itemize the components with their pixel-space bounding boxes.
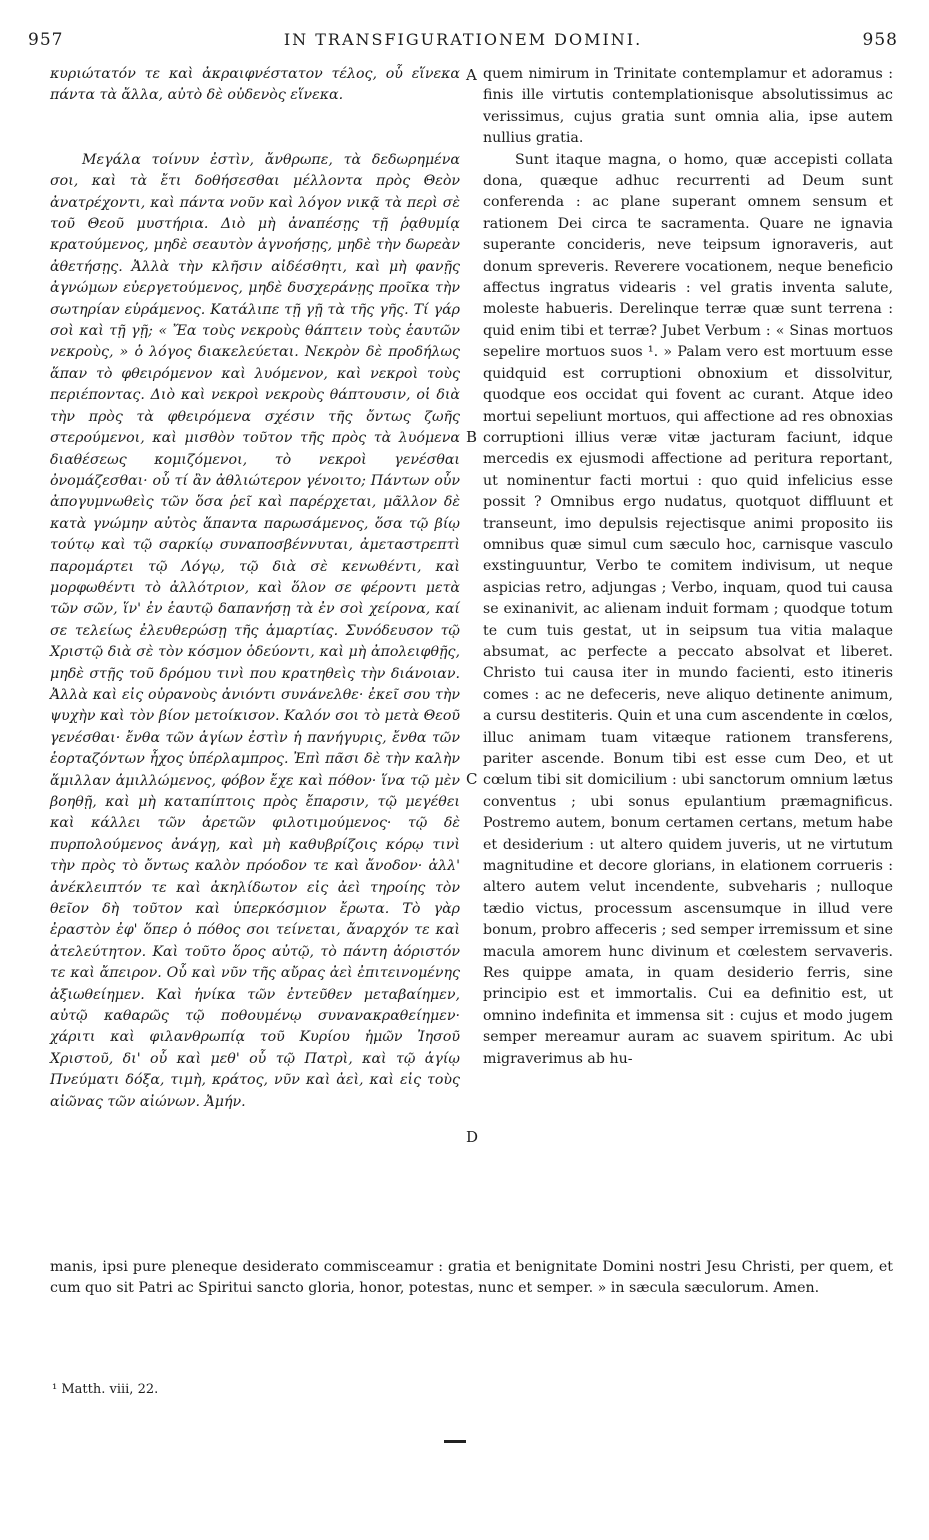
closing-text [50, 1257, 893, 1300]
page-number-left: 957 [28, 30, 64, 50]
section-marker-b: B [466, 428, 478, 446]
latin-paragraph-1: quem nimirum in Trinitate contemplamur et adoramus : finis ille virtutis contemplationisque absolutissimus ac verissimus, cujus gratia sunt omnia alia, ipse autem nullius gratia. [483, 66, 893, 147]
section-marker-d: D [466, 1128, 479, 1146]
closing-paragraph: manis, ipsi pure pleneque desiderato commisceamur : gratia et benignitate Domini nostri Jesu Christi, per quem, et cum quo sit Patri ac Spiritui sancto gloria, honor, potestas, nunc et semper. » in sæcula sæculorum. Amen. [50, 1259, 893, 1297]
greek-column [50, 64, 460, 1113]
latin-paragraph-2: Sunt itaque magna, o homo, quæ accepisti collata dona, quæque adhuc recurrenti ad Deum sunt conferenda : ac plane superant omnem sensum et rationem Dei circa te sacramenta. Quare ne ignavia superante concideris, neve teipsum ignoraveris, aut donum spreveris. Reverere vocationem, neque beneficio affectus ingratus videaris : vel gratis inventa salute, moleste habueris. Derelinque terræ quæ sunt terrena : quid enim tibi et terræ? Jubet Verbum : « Sinas mortuos sepelire mortuos suos ¹. » Palam vero est mortuum esse quidquid est corruptioni obnoxium et dissolvitur, quodque eos occidat qui fovent ac curant. Atque ideo mortui sepeliunt mortuos, qui affectione ad res obnoxias corruptioni illius veræ vitæ jacturam faciunt, idque mercedis ex ejusmodi affectione ad peritura reportant, ut nominentur facti mortui : quo quid infelicius esse possit ? Omnibus ergo nudatus, quotquot diffluunt et transeunt, imo depulsis rejectisque animi proposito iis omnibus quæ simul cum sæculo hoc, carnisque vasculo exstinguuntur, Verbo te comitem indivisum, ut neque aspicias retro, adjungas ; Verbo, inquam, quod tui causa se exinanivit, ac alienam induit formam ; quodque totum te cum tuis gestat, ut in seipsum tua vitia malaque absumat, ac perfecte a peccato absolvat et liberet. Christo tui causa iter in mundo facienti, esto itineris comes : ac ne defeceris, neve aliquo detinente animum, a cursu destiteris. Quin et una cum ascendente in cœlos, illuc animam tuam vitæque rationem transferens, pariter ascende. Bonum tibi est esse cum Deo, et ut cœlum tibi sit domicilium : ubi sanctorum omnium lætus conventus ; ubi sonus epulantium præmagnificus. Postremo autem, bonum certamen certans, metum habe et desiderium : ut altero quidem juveris, ut ne virtutum magnitudine et decore glorians, in elationem corrueris : altero autem velut incendente, subveharis ; nulloque tædio victus, processum ascensumque in illud vere bonum, probro affeceris ; sed semper irremissum et sine macula amorem hunc divinum et cœlestem servaveris. Res quippe amata, in quam desiderio ferris, sine principio est et immortalis. Cui ea definitio est, ut omnino indefinita et immensa sit : cujus et modo jugem semper mereamur auram ac suavem spiritum. Ac ubi migraverimus ab hu- [483, 151, 893, 1067]
end-rule [444, 1440, 466, 1443]
latin-column [483, 64, 893, 1070]
page-number-right: 958 [862, 30, 898, 50]
running-title: IN TRANSFIGURATIONEM DOMINI. [283, 30, 643, 49]
greek-paragraph-2: Μεγάλα τοίνυν ἐστὶν, ἄνθρωπε, τὰ δεδωρημένα σοι, καὶ τὰ ἔτι δοθήσεσθαι μέλλοντα πρὸς Θεὸν ἀνατρέχοντι, καὶ πάντα νοῦν καὶ λόγον νικᾷ τὰ περὶ σὲ τοῦ Θεοῦ μυστήρια. Διὸ μὴ ἀναπέσῃς τῇ ῥᾳθυμίᾳ κρατούμενος, μηδὲ σεαυτὸν ἀγνοήσῃς, μηδὲ τὴν δωρεὰν ἀθετήσῃς. Ἀλλὰ τὴν κλῆσιν αἰδέσθητι, καὶ μὴ φανῇς ἀγνώμων εὐεργετούμενος, μηδὲ δυσχεράνῃς προῖκα τὴν σωτηρίαν εὑράμενος. Κατάλιπε τῇ γῇ τὰ τῆς γῆς. Τί γάρ σοὶ καὶ τῇ γῇ; « Ἔα τοὺς νεκροὺς θάπτειν τοὺς ἑαυτῶν νεκροὺς, » ὁ λόγος διακελεύεται. Νεκρὸν δὲ προδήλως ἅπαν τὸ φθειρόμενον καὶ λυόμενον, καὶ νεκροὶ τοὺς περιέποντας. Διὸ καὶ νεκροὶ νεκροὺς θάπτουσιν, οἱ διὰ τὴν πρὸς τὰ φθειρόμενα σχέσιν τῆς ὄντως ζωῆς στερούμενοι, καὶ μισθὸν τοῦτον τῆς πρὸς τὰ λυόμενα διαθέσεως κομιζόμενοι, τὸ νεκροὶ γενέσθαι ὀνομάζεσθαι· οὗ τί ἂν ἀθλιώτερον γένοιτο; Πάντων οὖν ἀπογυμνωθεὶς τῶν ὅσα ῥεῖ καὶ παρέρχεται, μᾶλλον δὲ κατὰ γνώμην αὐτὸς ἅπαντα παρωσάμενος, ὅσα τῷ βίῳ τούτῳ καὶ τῷ σαρκίῳ συναποσβέννυται, ἀμεταστρεπτὶ παρομάρτει τῷ Λόγῳ, τῷ διὰ σὲ κενωθέντι, καὶ μορφωθέντι τὸ ἀλλότριον, καὶ ὅλον σε φέροντι μετὰ τῶν σῶν, ἵν' ἐν ἑαυτῷ δαπανήσῃ τὰ ἐν σοὶ χείρονα, καί σε τελείως ἐλευθερώσῃ τῆς ἁμαρτίας. Συνόδευσον τῷ Χριστῷ διὰ σὲ τὸν κόσμον ὁδεύοντι, καὶ μὴ ἀπολειφθῇς, μηδὲ στῇς τοῦ δρόμου τινὶ που κρατηθεὶς τὴν διάνοιαν. Ἀλλὰ καὶ εἰς οὐρανοὺς ἀνιόντι συνάνελθε· ἐκεῖ σου τὴν ψυχὴν καὶ τὸν βίον μετοίκισον. Καλόν σοι τὸ μετὰ Θεοῦ γενέσθαι· ἔνθα τῶν ἁγίων ἐστὶν ἡ πανήγυρις, ἔνθα τῶν ἑορταζόντων ἦχος ὑπέρλαμπρος. Ἐπὶ πᾶσι δὲ τὴν καλὴν ἅμιλλαν ἁμιλλώμενος, φόβον ἔχε καὶ πόθον· ἵνα τῷ μὲν βοηθῇ, καὶ μὴ καταπίπτοις πρὸς ἔπαρσιν, τῷ μεγέθει καὶ κάλλει τῶν ἀρετῶν φιλοτιμούμενος· τῷ δὲ πυρπολούμενος ἀνάγῃ, καὶ μὴ καθυβρίζοις κόρῳ τινὶ τὴν πρὸς τὸ ὄντως καλὸν πρόοδον τε καὶ ἄνοδον· ἀλλ' ἀνέκλειπτόν τε καὶ ἀκηλίδωτον εἰς ἀεὶ τηροίης τὸν θεῖον δὴ τοῦτον καὶ ὑπερκόσμιον ἔρωτα. Τὸ γὰρ ἐραστὸν ἐφ' ὅπερ ὁ πόθος σοι τείνεται, ἄναρχόν τε καὶ ἀτελεύτητον. Καὶ τοῦτο ὅρος αὐτῷ, τὸ πάντη ἀόριστόν τε καὶ ἄπειρον. Οὗ καὶ νῦν τῆς αὔρας ἀεὶ ἐπιτεινομένης ἀξιωθείημεν. Καὶ ἡνίκα τῶν ἐντεῦθεν μεταβαίημεν, αὐτῷ καθαρῶς τῷ ποθουμένῳ συνανακραθείημεν· χάριτι καὶ φιλανθρωπίᾳ τοῦ Κυρίου ἡμῶν Ἰησοῦ Χριστοῦ, δι' οὗ καὶ μεθ' οὗ τῷ Πατρὶ, καὶ τῷ ἁγίῳ Πνεύματι δόξα, τιμὴ, κράτος, νῦν καὶ ἀεὶ, καὶ εἰς τοὺς αἰῶνας τῶν αἰώνων. Ἀμήν. [50, 151, 460, 1110]
greek-paragraph-1: κυριώτατόν τε καὶ ἀκραιφνέστατον τέλος, οὗ εἵνεκα πάντα τὰ ἄλλα, αὐτὸ δὲ οὐδενὸς εἵνεκα. [50, 66, 460, 104]
section-marker-a: A [466, 66, 477, 84]
footnote: ¹ Matth. viii, 22. [52, 1382, 159, 1397]
paragraph-gap [50, 107, 460, 150]
section-marker-c: C [466, 770, 478, 788]
page-header [28, 30, 898, 54]
